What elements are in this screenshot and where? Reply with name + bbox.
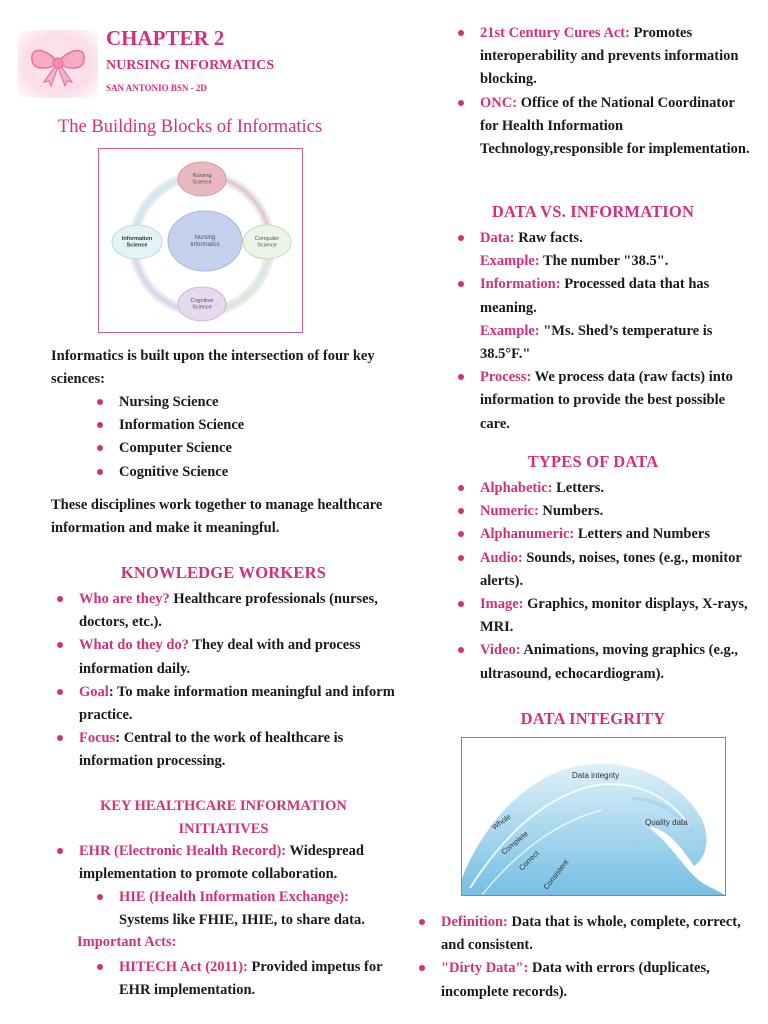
list-item: [51, 840, 396, 886]
subject-title: NURSING INFORMATICS: [106, 58, 275, 73]
informatics-diagram: [98, 148, 303, 333]
item-value: Provided impetus for EHR implementation.: [119, 959, 383, 999]
acts-list: [452, 22, 752, 161]
item-value: We process data (raw facts) into information to provide the best possible care.: [480, 369, 733, 432]
section-title-initiatives: [51, 795, 396, 841]
item-value: : Central to the work of healthcare is information processing.: [79, 730, 344, 770]
data-integrity-list: [413, 911, 758, 1004]
item-key: Video:: [480, 642, 521, 659]
wave-label-right: Quality data: [645, 818, 688, 827]
list-item: Nursing Science: [91, 391, 311, 414]
item-key: Alphabetic:: [480, 480, 553, 496]
item-key: HITECH Act (2011):: [119, 959, 248, 975]
diagram-center-label: Nursing Informatics: [190, 235, 220, 248]
data-vs-info-list: [452, 227, 752, 436]
list-item: [452, 273, 752, 366]
list-item: [452, 477, 752, 500]
item-value: Graphics, monitor displays, X-rays, MRI.: [480, 596, 748, 636]
item-value: Processed data that has meaning.: [480, 276, 710, 316]
types-of-data-list: [452, 477, 752, 686]
item-key: Process:: [480, 369, 532, 386]
list-item: [452, 22, 752, 92]
item-key: What do they do?: [79, 637, 189, 654]
section-title-knowledge-workers: KNOWLEDGE WORKERS: [120, 563, 327, 582]
list-item: [51, 727, 396, 773]
wave-label-consistent: Consistent: [541, 857, 571, 892]
item-key: Information:: [480, 276, 561, 293]
example-value: "Ms. Shed’s temperature is 38.5°F.": [480, 322, 713, 363]
list-item: [91, 886, 391, 932]
bow-logo: [18, 30, 98, 98]
bow-icon: [18, 30, 98, 98]
diagram-node-cognitive: Cognitive Science: [190, 298, 214, 311]
section-title-data-integrity: DATA INTEGRITY: [520, 709, 666, 728]
diagram-node-computer: Computer Science: [254, 236, 280, 249]
wave-label-top: Data integrity: [572, 771, 620, 780]
hie-list: [91, 886, 391, 932]
list-item: [51, 588, 396, 634]
item-key: EHR (Electronic Health Record):: [79, 843, 287, 859]
list-item: Computer Science: [91, 437, 311, 460]
item-key: Data:: [480, 230, 515, 246]
list-item: [51, 634, 396, 680]
list-item: [452, 593, 752, 639]
example-key: Example:: [480, 253, 540, 270]
list-item: [452, 639, 752, 685]
section-title-building-blocks: The Building Blocks of Informatics: [58, 117, 323, 137]
item-value: : To make information meaningful and inform practice.: [79, 683, 395, 724]
item-key: Numeric:: [480, 503, 539, 520]
item-value: Office of the National Coordinator for Health Information Technology,responsible for implementation.: [480, 94, 750, 158]
example-key: Example:: [480, 322, 540, 339]
item-key: 21st Century Cures Act:: [480, 25, 630, 41]
wave-label-whole: Whole: [489, 812, 513, 832]
item-value: Healthcare professionals (nurses, doctors, etc.).: [79, 591, 378, 631]
section-title-data-vs-information: DATA VS. INFORMATION: [491, 202, 695, 221]
item-value: Data with errors (duplicates, incomplete records).: [441, 960, 710, 1000]
example-value: The number "38.5".: [539, 253, 669, 270]
item-value: Letters and Numbers: [574, 526, 710, 543]
item-key: Focus: [79, 730, 116, 747]
item-key: Who are they?: [79, 591, 170, 607]
item-value: Numbers.: [538, 503, 604, 520]
wave-label-correct: Correct: [517, 848, 541, 873]
list-item: [452, 227, 752, 273]
diagram-node-information: Information Science: [121, 236, 153, 249]
list-item: [452, 366, 752, 436]
initiatives-title-line2: INITIATIVES: [178, 821, 269, 837]
sciences-list: [91, 391, 311, 484]
list-item: [452, 92, 752, 162]
item-key: Audio:: [480, 549, 523, 566]
item-key: Image:: [480, 596, 524, 613]
data-integrity-wave-figure: [461, 737, 726, 896]
item-value: Sounds, noises, tones (e.g., monitor alerts).: [480, 549, 742, 589]
item-key: Alphanumeric:: [480, 526, 575, 543]
wave-label-complete: Complete: [499, 828, 530, 857]
diagram-node-nursing: Nursing Science: [192, 173, 212, 186]
list-item: [452, 547, 752, 593]
item-value: Letters.: [552, 480, 605, 496]
item-key: HIE (Health Information Exchange):: [119, 889, 349, 905]
item-value: Data that is whole, complete, correct, and consistent.: [441, 914, 741, 954]
section-title-types-of-data: TYPES OF DATA: [527, 452, 659, 471]
item-value: Widespread implementation to promote collaboration.: [79, 843, 364, 883]
list-item: [413, 911, 758, 957]
ehr-list: [51, 840, 396, 886]
initiatives-title-line1: KEY HEALTHCARE INFORMATION: [100, 798, 347, 814]
hitech-list: [91, 956, 391, 1002]
list-item: [51, 681, 396, 727]
important-acts-label: Important Acts:: [77, 934, 177, 950]
item-key: "Dirty Data":: [441, 960, 529, 977]
item-value: They deal with and process information daily.: [79, 637, 361, 677]
list-item: [452, 500, 752, 523]
list-item: [91, 956, 391, 1002]
list-item: [413, 957, 758, 1003]
informatics-intro: Informatics is built upon the intersection of four key sciences:: [51, 348, 375, 387]
list-item: [452, 523, 752, 546]
list-item: Cognitive Science: [91, 461, 311, 484]
item-key: Goal: [79, 683, 109, 700]
item-key: Definition:: [441, 914, 508, 930]
informatics-outro: These disciplines work together to manage healthcare information and make it meaningful.: [51, 497, 383, 536]
item-value: Promotes interoperability and prevents information blocking.: [480, 25, 739, 88]
item-key: ONC:: [480, 94, 518, 111]
chapter-title: CHAPTER 2: [106, 26, 225, 50]
item-value: Animations, moving graphics (e.g., ultrasound, echocardiogram).: [480, 642, 739, 682]
list-item: Information Science: [91, 414, 311, 437]
item-value: Raw facts.: [514, 230, 583, 246]
knowledge-workers-list: [51, 588, 396, 774]
class-label: SAN ANTONIO BSN - 2D: [106, 83, 207, 93]
item-value: Systems like FHIE, IHIE, to share data.: [119, 912, 365, 929]
